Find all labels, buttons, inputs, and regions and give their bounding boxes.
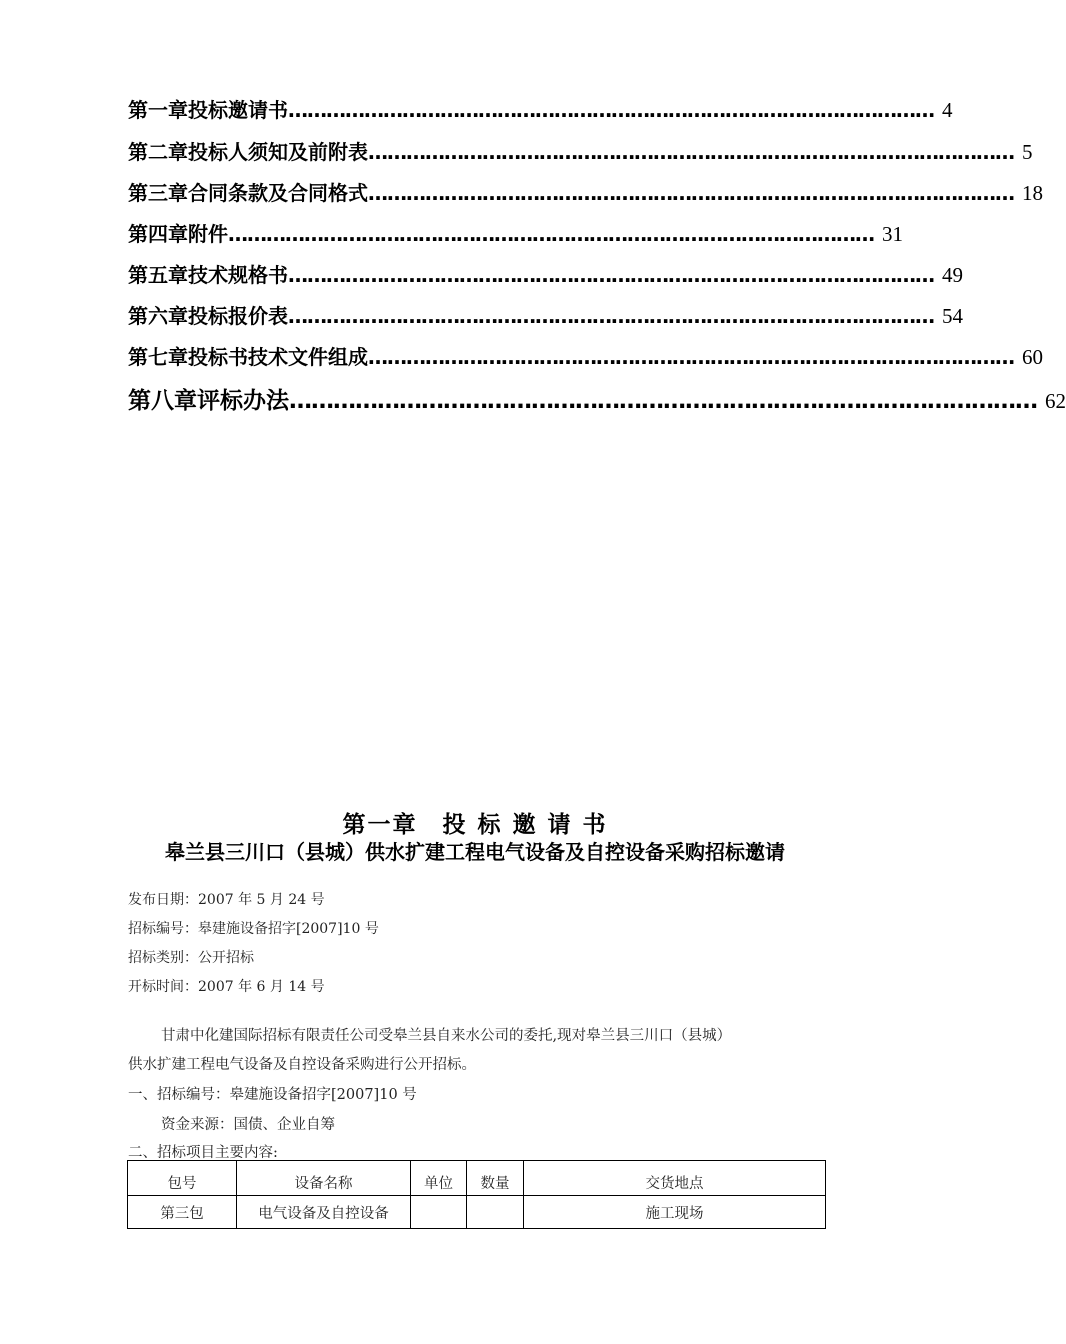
toc-entry-8[interactable] — [128, 382, 1066, 416]
chapter-heading: 第一章 投 标 邀 请 书 — [342, 812, 608, 838]
toc-page: 5 — [1022, 140, 1033, 164]
table-cell — [467, 1196, 524, 1229]
opening-time: 开标时间：2007 年 6 月 14 号 — [128, 979, 325, 995]
intro-paragraph-line1: 甘肃中化建国际招标有限责任公司受皋兰县自来水公司的委托,现对皋兰县三川口（县城） — [161, 1028, 732, 1044]
toc-title: 评标办法 — [197, 388, 289, 414]
toc-page: 4 — [942, 98, 953, 122]
toc-page: 60 — [1022, 345, 1043, 369]
chapter-subheading: 皋兰县三川口（县城）供水扩建工程电气设备及自控设备采购招标邀请 — [165, 840, 785, 864]
toc-entry-4[interactable] — [128, 218, 903, 252]
toc-page: 54 — [942, 304, 963, 328]
column-header: 数量 — [467, 1161, 524, 1196]
toc-leader: ………………………………………………………………………………………… — [228, 222, 874, 246]
toc-leader: ………………………………………………………………………………………… — [289, 388, 1037, 414]
toc-title: 合同条款及合同格式 — [188, 181, 368, 205]
toc-leader: ………………………………………………………………………………………… — [288, 263, 934, 287]
toc-title: 投标书技术文件组成 — [188, 345, 368, 369]
toc-chapter: 第七章 — [128, 345, 188, 369]
toc-leader: ………………………………………………………………………………………… — [368, 140, 1014, 164]
table-cell: 电气设备及自控设备 — [237, 1196, 411, 1229]
toc-chapter: 第四章 — [128, 222, 188, 246]
toc-entry-1[interactable] — [128, 94, 953, 128]
toc-entry-3[interactable] — [128, 177, 1043, 211]
toc-title: 技术规格书 — [188, 263, 288, 287]
toc-title: 投标报价表 — [188, 304, 288, 328]
toc-chapter: 第三章 — [128, 181, 188, 205]
toc-chapter: 第二章 — [128, 140, 188, 164]
toc-leader: ………………………………………………………………………………………… — [288, 304, 934, 328]
toc-title: 投标邀请书 — [188, 98, 288, 122]
toc-page: 31 — [882, 222, 903, 246]
toc-title: 投标人须知及前附表 — [188, 140, 368, 164]
table-cell: 施工现场 — [524, 1196, 826, 1229]
toc-leader: ………………………………………………………………………………………… — [288, 98, 934, 122]
section-tender-number: 一、招标编号：皋建施设备招字[2007]10 号 — [128, 1087, 417, 1103]
toc-title: 附件 — [188, 222, 228, 246]
tender-type: 招标类别：公开招标 — [128, 950, 254, 966]
toc-entry-7[interactable] — [128, 341, 1043, 375]
column-header: 单位 — [411, 1161, 467, 1196]
column-header: 交货地点 — [524, 1161, 826, 1196]
table-cell — [411, 1196, 467, 1229]
toc-entry-5[interactable] — [128, 259, 963, 293]
toc-chapter: 第五章 — [128, 263, 188, 287]
toc-page: 18 — [1022, 181, 1043, 205]
column-header: 包号 — [128, 1161, 237, 1196]
table-cell: 第三包 — [128, 1196, 237, 1229]
toc-chapter: 第六章 — [128, 304, 188, 328]
toc-chapter: 第一章 — [128, 98, 188, 122]
column-header: 设备名称 — [237, 1161, 411, 1196]
intro-paragraph-line2: 供水扩建工程电气设备及自控设备采购进行公开招标。 — [128, 1057, 476, 1073]
toc-entry-2[interactable] — [128, 136, 1033, 170]
funds-source: 资金来源：国债、企业自筹 — [161, 1117, 335, 1133]
section-project-content: 二、招标项目主要内容: — [128, 1145, 278, 1161]
toc-page: 49 — [942, 263, 963, 287]
toc-leader: ………………………………………………………………………………………… — [368, 345, 1014, 369]
publish-date: 发布日期：2007 年 5 月 24 号 — [128, 892, 325, 908]
tender-number: 招标编号：皋建施设备招字[2007]10 号 — [128, 921, 379, 937]
toc-entry-6[interactable] — [128, 300, 963, 334]
toc-page: 62 — [1045, 389, 1066, 413]
toc-chapter: 第八章 — [128, 388, 197, 414]
toc-leader: ………………………………………………………………………………………… — [368, 181, 1014, 205]
table-row — [128, 1196, 826, 1229]
table-header-row — [128, 1161, 826, 1196]
project-table — [127, 1160, 826, 1229]
